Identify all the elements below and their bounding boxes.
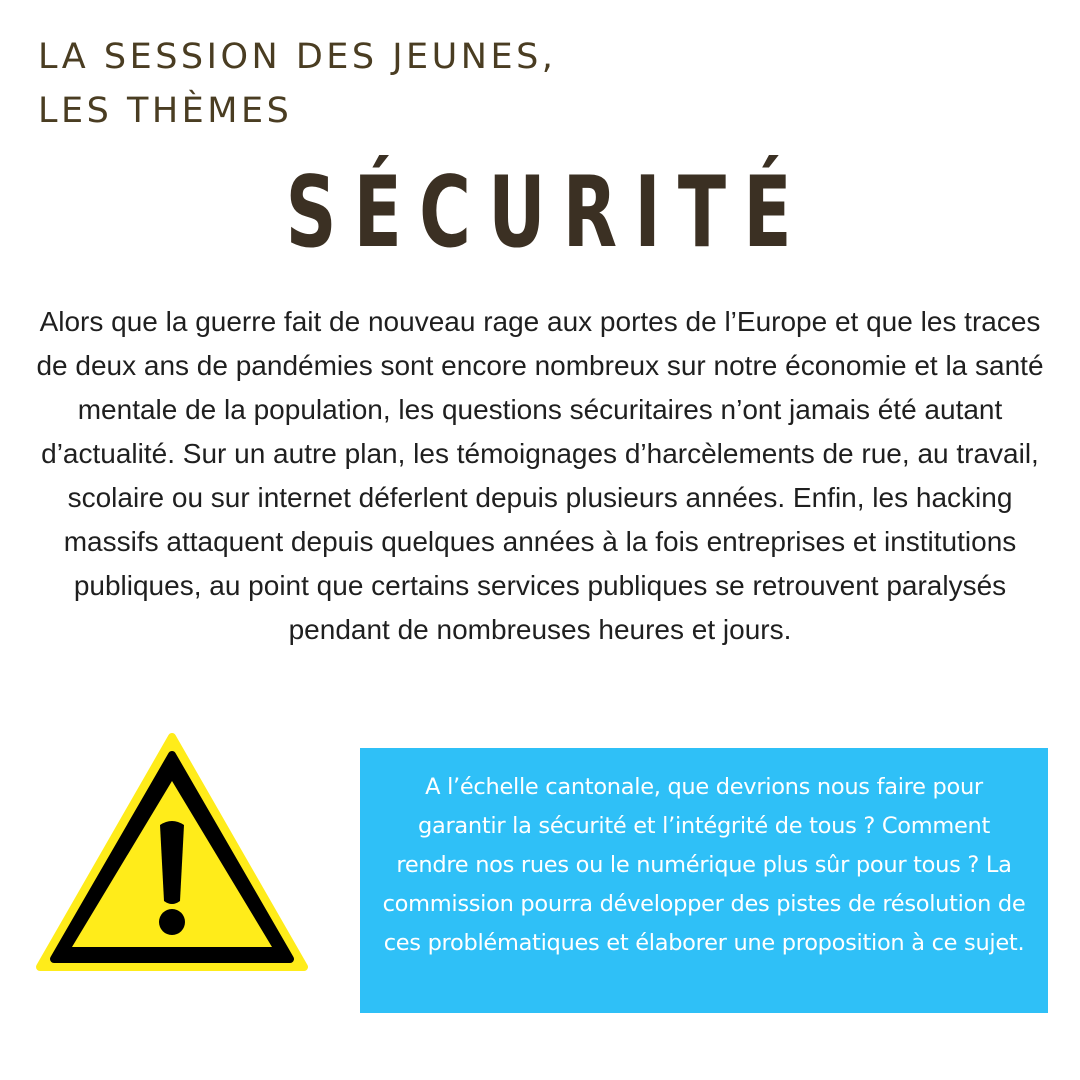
- warning-triangle-graphic: [36, 733, 308, 973]
- intro-paragraph: Alors que la guerre fait de nouveau rage aux portes de l’Europe et que les traces de deux ans de pandémies sont encore nombreux sur notre économie et la santé mentale de la population, les questions sécuritaires n’ont jamais été autant d’actualité. Sur un autre plan, les témoignages d’harcèlements de rue, au travail, scolaire ou sur internet déferlent depuis plusieurs années. Enfin, les hacking massifs attaquent depuis quelques années à la fois entreprises et institutions publiques, au point que certains services publiques se retrouvent paralysés pendant de nombreuses heures et jours.: [36, 306, 1044, 645]
- section-heading-line-2: LES THÈMES: [38, 91, 293, 131]
- warning-triangle-icon: [36, 733, 308, 973]
- commission-question-box: [360, 748, 1048, 1013]
- theme-title: SÉCURITÉ: [285, 156, 809, 270]
- commission-question-text: A l’échelle cantonale, que devrions nous faire pour garantir la sécurité et l’intégrité de tous ? Comment rendre nos rues ou le numérique plus sûr pour tous ? La commission pourra développer des pistes de résolution de ces problématiques et élaborer une proposition à ce sujet.: [382, 774, 1026, 956]
- section-heading-line-1: LA SESSION DES JEUNES,: [38, 37, 557, 77]
- section-heading: [38, 30, 556, 138]
